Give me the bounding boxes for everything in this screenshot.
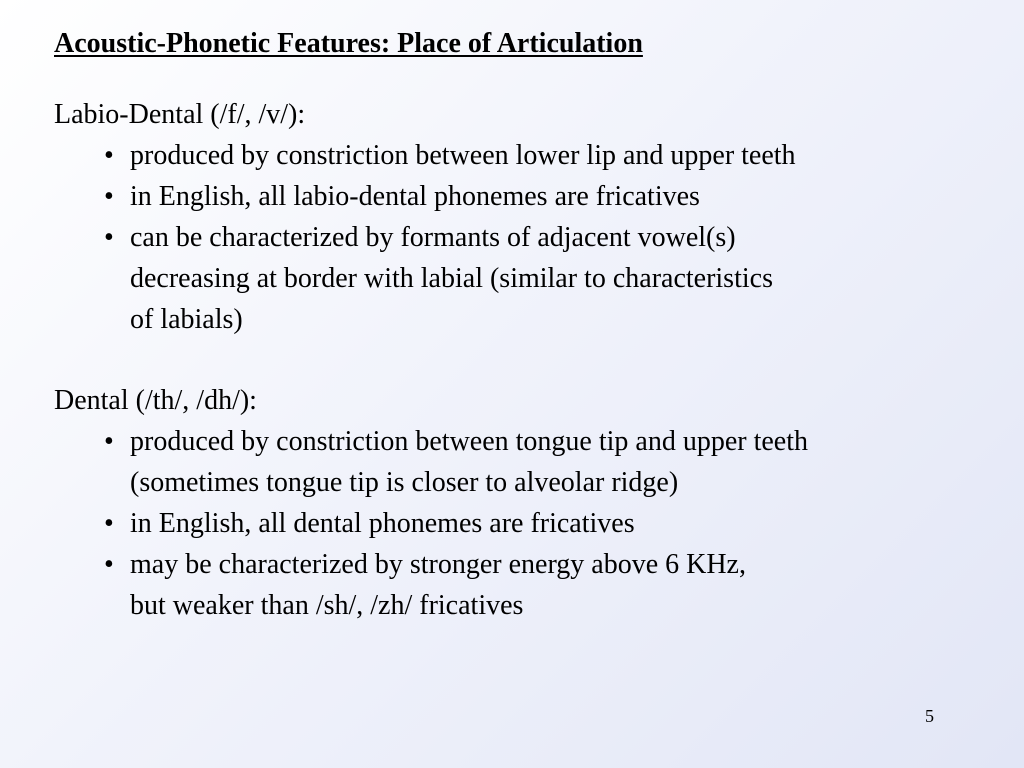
bullet-text: (sometimes tongue tip is closer to alveolar ridge): [130, 467, 679, 498]
bullet-item: [54, 421, 984, 503]
bullet-icon: •: [104, 181, 114, 212]
bullet-item: [54, 503, 984, 544]
bullet-text: in English, all dental phonemes are fricatives: [130, 508, 635, 539]
bullet-list: [54, 135, 984, 340]
bullet-text: produced by constriction between lower lip and upper teeth: [130, 140, 796, 171]
section-labio-dental: [54, 94, 984, 340]
bullet-text: produced by constriction between tongue tip and upper teeth: [130, 426, 809, 457]
section-heading: Labio-Dental (/f/, /v/):: [54, 99, 306, 130]
bullet-list: [54, 421, 984, 626]
bullet-text: in English, all labio-dental phonemes are fricatives: [130, 181, 700, 212]
bullet-item: [54, 217, 984, 340]
bullet-icon: •: [104, 222, 114, 253]
slide-title: Acoustic-Phonetic Features: Place of Articulation: [54, 28, 643, 59]
section-dental: [54, 380, 984, 626]
bullet-item: [54, 135, 984, 176]
bullet-item: [54, 544, 984, 626]
bullet-text: can be characterized by formants of adjacent vowel(s): [130, 222, 736, 253]
page-number: 5: [925, 706, 934, 726]
bullet-icon: •: [104, 549, 114, 580]
bullet-text: of labials): [130, 304, 243, 335]
section-heading: Dental (/th/, /dh/):: [54, 385, 257, 416]
bullet-item: [54, 176, 984, 217]
bullet-icon: •: [104, 140, 114, 171]
bullet-text: may be characterized by stronger energy above 6 KHz,: [130, 549, 746, 580]
bullet-icon: •: [104, 508, 114, 539]
bullet-text: decreasing at border with labial (similar to characteristics: [130, 263, 773, 294]
bullet-text: but weaker than /sh/, /zh/ fricatives: [130, 590, 524, 621]
bullet-icon: •: [104, 426, 114, 457]
